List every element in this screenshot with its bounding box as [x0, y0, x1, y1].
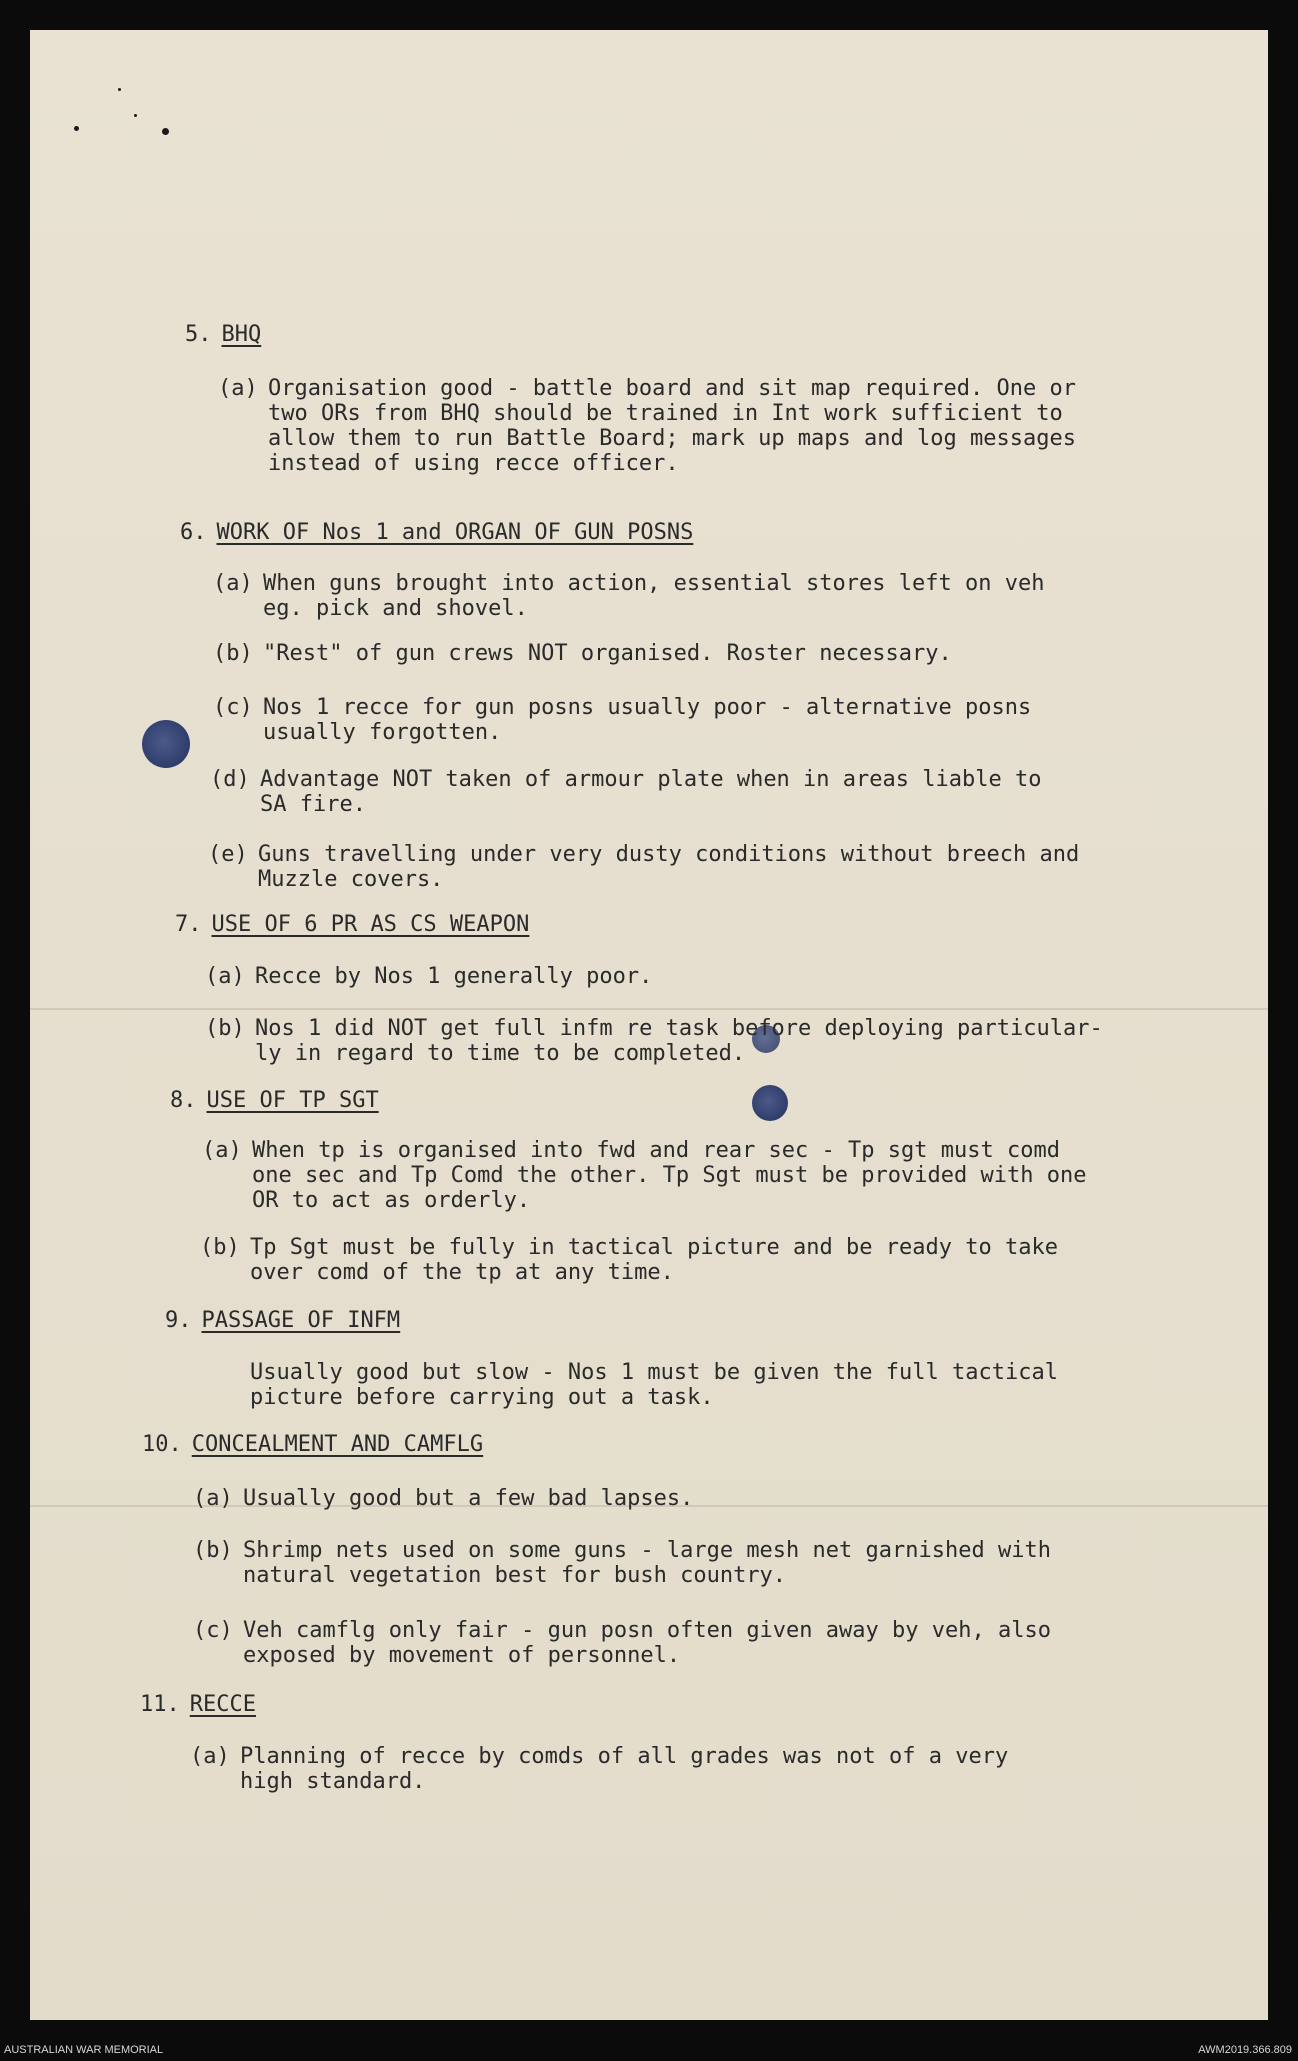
section-heading — [180, 520, 693, 545]
section-heading — [165, 1308, 400, 1333]
section-heading — [175, 912, 529, 937]
section-heading — [142, 1432, 483, 1457]
section-6 — [180, 520, 693, 545]
section-heading — [170, 1088, 379, 1113]
document-body — [30, 30, 1268, 2020]
item-label: (a) — [213, 571, 253, 596]
section-11 — [140, 1692, 256, 1717]
item-label: (d) — [210, 767, 250, 792]
section-title: PASSAGE OF INFM — [201, 1308, 401, 1333]
list-item — [193, 1618, 1133, 1668]
item-label: (b) — [193, 1538, 233, 1563]
item-text: Organisation good - battle board and sit map required. One or two ORs from BHQ should be trained in Int work sufficient to allow them to run Battle Board; mark up maps and log messages instead of using recce officer. — [268, 376, 1076, 476]
section-5 — [185, 322, 261, 347]
section-title: USE OF 6 PR AS CS WEAPON — [211, 912, 530, 937]
item-label: (c) — [193, 1618, 233, 1643]
archive-credit: AUSTRALIAN WAR MEMORIAL — [4, 2044, 164, 2056]
document-page — [30, 30, 1268, 2020]
section-number: 7. — [175, 912, 202, 937]
item-text: Nos 1 did NOT get full infm re task before deploying particular- ly in regard to time to be completed. — [255, 1016, 1103, 1066]
section-7 — [175, 912, 529, 937]
list-item — [210, 767, 1150, 817]
section-title: WORK OF Nos 1 and ORGAN OF GUN POSNS — [216, 520, 694, 545]
section-number: 10. — [142, 1432, 182, 1457]
item-label: (a) — [205, 964, 245, 989]
item-text: Guns travelling under very dusty conditions without breech and Muzzle covers. — [258, 842, 1080, 892]
section-title: CONCEALMENT AND CAMFLG — [191, 1432, 484, 1457]
list-item — [193, 1538, 1133, 1588]
item-label: (a) — [193, 1486, 233, 1511]
item-label: (b) — [200, 1235, 240, 1260]
section-number: 6. — [180, 520, 207, 545]
section-9 — [165, 1308, 400, 1333]
item-text: Planning of recce by comds of all grades was not of a very high standard. — [240, 1744, 1009, 1794]
section-10 — [142, 1432, 483, 1457]
item-label: (a) — [202, 1138, 242, 1163]
item-text: "Rest" of gun crews NOT organised. Roster necessary. — [263, 641, 952, 666]
section-title: USE OF TP SGT — [206, 1088, 379, 1113]
list-item — [208, 842, 1148, 892]
section-title: BHQ — [221, 322, 262, 347]
list-item — [202, 1138, 1142, 1213]
section-number: 9. — [165, 1308, 192, 1333]
item-text: Veh camflg only fair - gun posn often given away by veh, also exposed by movement of personnel. — [243, 1618, 1051, 1668]
item-text: Recce by Nos 1 generally poor. — [255, 964, 653, 989]
item-label: (e) — [208, 842, 248, 867]
section-number: 8. — [170, 1088, 197, 1113]
section-heading — [185, 322, 261, 347]
item-text: Shrimp nets used on some guns - large mesh net garnished with natural vegetation best for bush country. — [243, 1538, 1051, 1588]
item-text: Advantage NOT taken of armour plate when in areas liable to SA fire. — [260, 767, 1042, 817]
list-item — [213, 641, 1153, 666]
item-label: (c) — [213, 695, 253, 720]
list-item — [218, 376, 1158, 476]
item-text: When guns brought into action, essential stores left on veh eg. pick and shovel. — [263, 571, 1045, 621]
list-item — [193, 1486, 1133, 1511]
list-item — [213, 695, 1153, 745]
list-item — [190, 1744, 1130, 1794]
item-text: Nos 1 recce for gun posns usually poor - alternative posns usually forgotten. — [263, 695, 1032, 745]
section-heading — [140, 1692, 256, 1717]
section-number: 11. — [140, 1692, 180, 1717]
item-label: (a) — [218, 376, 258, 401]
item-text: Tp Sgt must be fully in tactical picture and be ready to take over comd of the tp at any time. — [250, 1235, 1058, 1285]
archive-reference: AWM2019.366.809 — [1198, 2044, 1292, 2056]
item-text: Usually good but a few bad lapses. — [243, 1486, 694, 1511]
item-label: (b) — [205, 1016, 245, 1041]
list-item — [205, 1016, 1145, 1066]
list-item — [205, 964, 1145, 989]
item-label: (a) — [190, 1744, 230, 1769]
list-item — [200, 1235, 1140, 1285]
item-text: When tp is organised into fwd and rear sec - Tp sgt must comd one sec and Tp Comd the other. Tp Sgt must be provided with one OR to act as orderly. — [252, 1138, 1087, 1213]
section-number: 5. — [185, 322, 212, 347]
section-title: RECCE — [189, 1692, 256, 1717]
section-paragraph: Usually good but slow - Nos 1 must be given the full tactical picture before carrying out a task. — [250, 1360, 1058, 1410]
list-item — [213, 571, 1153, 621]
item-label: (b) — [213, 641, 253, 666]
section-8 — [170, 1088, 379, 1113]
